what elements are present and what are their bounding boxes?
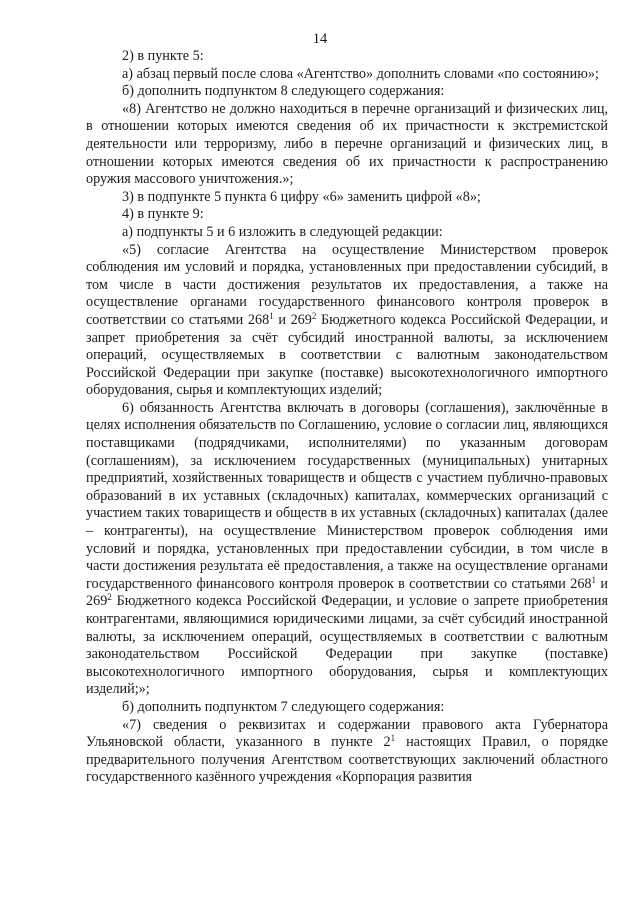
text-run: Бюджетного кодекса Российской Федерации, и запрет приобретения за счёт субсидий иностранной валюты, за исключением операций, осуществляемых в соответствии с валютным законодательством Российской Федерации при закупке (поставке) высокотехнологичного импортного оборудования, сырья и комплектующих изделий; [86, 311, 608, 399]
paragraph-p03 [86, 83, 608, 101]
paragraph-p11 [86, 717, 608, 787]
text-run: настоящих Правил, о порядке предварительного получения Агентством соответствующих заключений областного государственного казённого учреждения «Корпорация развития [86, 734, 608, 786]
paragraph-p07 [86, 224, 608, 242]
text-run: 3) в подпункте 5 пункта 6 цифру «6» заменить цифрой «8»; [122, 188, 481, 205]
paragraph-p04 [86, 101, 608, 189]
document-body [86, 48, 608, 787]
superscript: 1 [269, 310, 274, 321]
text-run: б) дополнить подпунктом 7 следующего содержания: [122, 698, 445, 715]
superscript: 1 [591, 574, 597, 585]
text-run: а) абзац первый после слова «Агентство» дополнить словами «по состоянию»; [122, 65, 599, 82]
paragraph-p10 [86, 699, 608, 717]
text-run: Бюджетного кодекса Российской Федерации, и условие о запрете приобретения контрагентами, являющимися юридическими лицами, за счёт субсидий иностранной валюты, за исключением операций, осуществляемых в соответствии с валютным законодательством Российской Федерации при закупке (поставке) высокотехнологичного импортного оборудования, сырья и комплектующих изделий;»; [86, 593, 608, 698]
paragraph-p01 [86, 48, 608, 66]
text-run: «7) сведения о реквизитах и содержании правового акта Губернатора Ульяновской области, указанного в пункте 2 [86, 716, 608, 751]
text-run: б) дополнить подпунктом 8 следующего содержания: [122, 83, 445, 100]
page-number: 14 [312, 31, 328, 47]
paragraph-p06 [86, 206, 608, 224]
text-run: 6) обязанность Агентства включать в договоры (соглашения), заключённые в целях исполнения обязательств по Соглашению, условие о согласии лиц, являющихся поставщиками (подрядчиками, исполнителями) по указанным договорам (соглашениям), за исключением государственных (муниципальных) унитарных предприятий, хозяйственных товариществ и обществ с участием публично-правовых образований в их уставных (складочных) капиталах, коммерческих организаций с участием таких товариществ и обществ в их уставных (складочных) капиталах (далее – контрагенты), на осуществление Министерством проверок соблюдения ими условий и порядка, установленных при предоставлении субсидии, в том числе в части достижения результата её предоставления, а также на осуществление органами государственного финансового контроля проверок в соответствии со статьями 268 [86, 399, 608, 592]
text-run: и 269 [86, 575, 609, 610]
superscript: 2 [107, 592, 112, 603]
paragraph-p09 [86, 400, 608, 699]
text-run: и 269 [273, 311, 312, 328]
superscript: 1 [390, 733, 396, 744]
text-run: 4) в пункте 9: [122, 206, 204, 223]
paragraph-p08 [86, 242, 608, 400]
superscript: 2 [311, 310, 317, 321]
text-run: «8) Агентство не должно находиться в перечне организаций и физических лиц, в отношении которых имеются сведения об их причастности к экстремистской деятельности или терроризму, либо в перечне организаций и физических лиц, в отношении которых имеются сведения об их причастности к распространению оружия массового уничтожения.»; [86, 100, 608, 188]
paragraph-p02 [86, 66, 608, 84]
text-run: 2) в пункте 5: [122, 48, 204, 64]
text-run: а) подпункты 5 и 6 изложить в следующей редакции: [122, 223, 443, 240]
paragraph-p05 [86, 189, 608, 207]
text-run: «5) согласие Агентства на осуществление Министерством проверок соблюдения им условий и порядка, установленных при предоставлении субсидий, в том числе в части достижения результатов их предоставления, а также на осуществление органами государственного финансового контроля проверок в соответствии со статьями 268 [86, 241, 608, 328]
